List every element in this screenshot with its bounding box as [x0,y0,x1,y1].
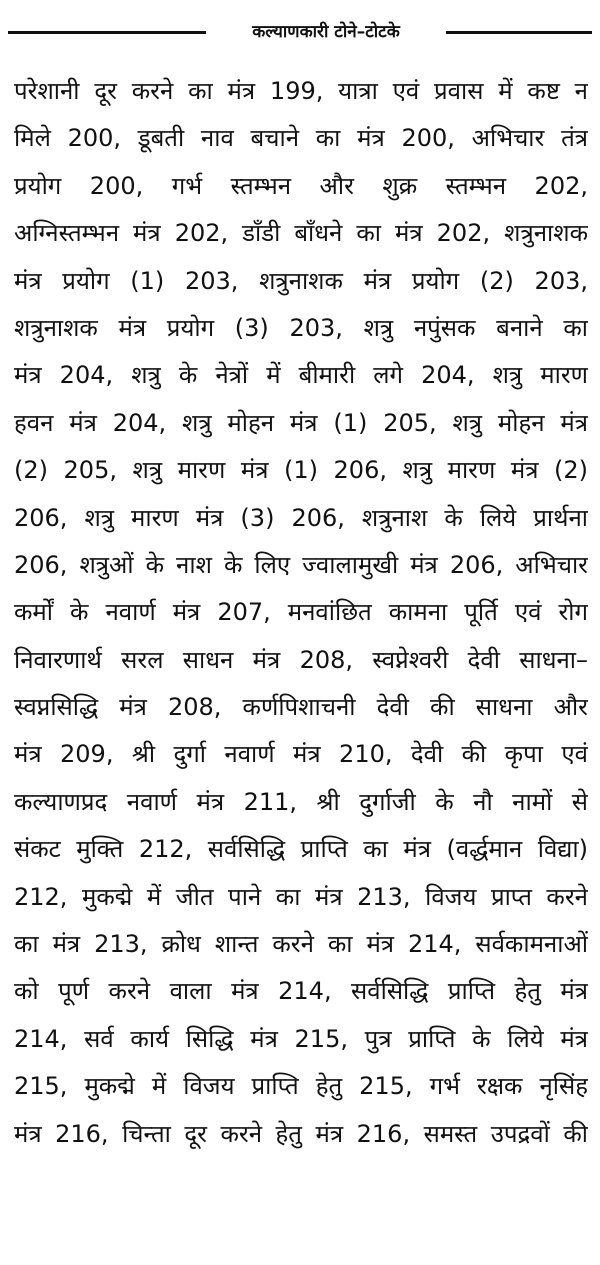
text-line: 214, सर्व कार्य सिद्धि मंत्र 215, पुत्र प्राप्ति के लिये मंत्र [14,1024,588,1053]
text-line: निवारणार्थ सरल साधन मंत्र 208, स्वप्नेश्वरी देवी साधना– [14,645,588,674]
text-line: मंत्र 209, श्री दुर्गा नवार्ण मंत्र 210, देवी की कृपा एवं [14,740,588,769]
text-line: मंत्र 204, शत्रु के नेत्रों में बीमारी लगे 204, शत्रु मारण [14,361,588,390]
running-header [0,20,600,44]
text-line: 206, शत्रुओं के नाश के लिए ज्वालामुखी मंत्र 206, अभिचार [14,550,588,579]
header-rule-right [446,31,592,34]
text-line: को पूर्ण करने वाला मंत्र 214, सर्वसिद्धि प्राप्ति हेतु मंत्र [14,977,588,1006]
index-text-block [14,68,588,1158]
text-line: मिले 200, डूबती नाव बचाने का मंत्र 200, अभिचार तंत्र [14,124,588,153]
text-line: (2) 205, शत्रु मारण मंत्र (1) 206, शत्रु मारण मंत्र (2) [14,456,588,485]
text-line: कर्मों के नवार्ण मंत्र 207, मनवांछित कामना पूर्ति एवं रोग [14,598,588,627]
text-line: 215, मुकद्मे में विजय प्राप्ति हेतु 215, गर्भ रक्षक नृसिंह [14,1072,588,1101]
text-line: हवन मंत्र 204, शत्रु मोहन मंत्र (1) 205, शत्रु मोहन मंत्र [14,408,588,437]
text-line: परेशानी दूर करने का मंत्र 199, यात्रा एवं प्रवास में कष्ट न [14,77,588,105]
text-line: का मंत्र 213, क्रोध शान्त करने का मंत्र 214, सर्वकामनाओं [14,930,588,959]
text-line: संकट मुक्ति 212, सर्वसिद्धि प्राप्ति का मंत्र (वर्द्धमान विद्या) [14,835,588,864]
text-line: स्वप्नसिद्धि मंत्र 208, कर्णपिशाचनी देवी की साधना और [14,693,588,722]
text-line: मंत्र 216, चिन्ता दूर करने हेतु मंत्र 216, समस्त उपद्रवों की [14,1119,588,1148]
text-line: कल्याणप्रद नवार्ण मंत्र 211, श्री दुर्गाजी के नौ नामों से [14,787,588,816]
text-line: प्रयोग 200, गर्भ स्तम्भन और शुक्र स्तम्भन 202, [14,171,588,200]
text-line: 206, शत्रु मारण मंत्र (3) 206, शत्रुनाश के लिये प्रार्थना [14,503,588,532]
text-line: मंत्र प्रयोग (1) 203, शत्रुनाशक मंत्र प्रयोग (2) 203, [14,266,588,295]
text-line: अग्निस्तम्भन मंत्र 202, डाँडी बाँधने का मंत्र 202, शत्रुनाशक [14,219,588,248]
text-line: शत्रुनाशक मंत्र प्रयोग (3) 203, शत्रु नपुंसक बनाने का [14,313,588,342]
running-header-title: कल्याणकारी टोने–टोटके [252,22,400,42]
text-line: 212, मुकद्मे में जीत पाने का मंत्र 213, विजय प्राप्त करने [14,882,588,911]
header-rule-left [8,31,206,34]
